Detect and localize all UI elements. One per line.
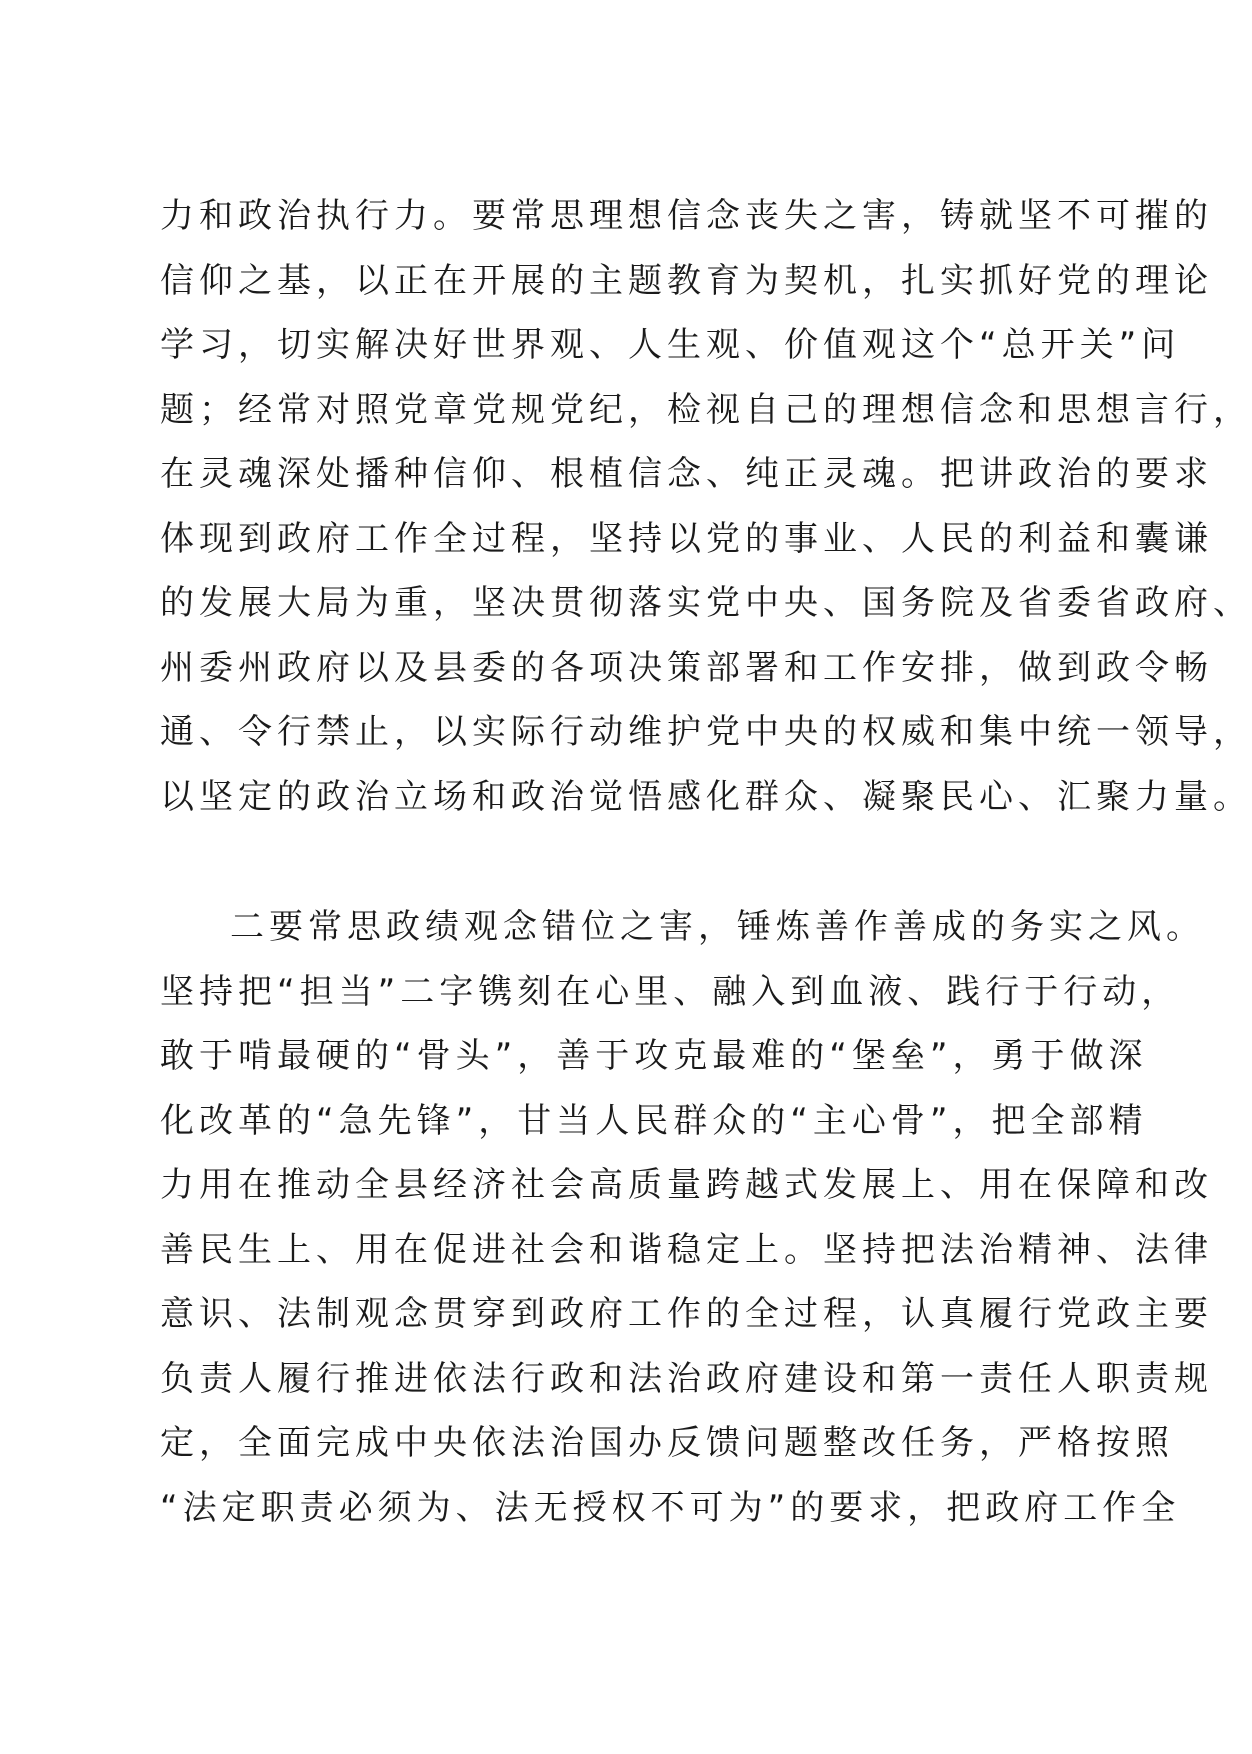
- text-line: 意识、法制观念贯穿到政府工作的全过程，认真履行党政主要: [160, 1294, 1213, 1334]
- text-line: 敢于啃最硬的“骨头”，善于攻克最难的“堡垒”，勇于做深: [160, 1036, 1148, 1076]
- text-line: 的发展大局为重，坚决贯彻落实党中央、国务院及省委省政府、: [160, 583, 1252, 623]
- text-line: 以坚定的政治立场和政治觉悟感化群众、凝聚民心、汇聚力量。: [160, 776, 1252, 817]
- text-line: 力和政治执行力。要常思理想信念丧失之害，铸就坚不可摧的: [160, 196, 1213, 236]
- text-line: 善民生上、用在促进社会和谐稳定上。坚持把法治精神、法律: [160, 1229, 1213, 1270]
- text-line: 通、令行禁止，以实际行动维护党中央的权威和集中统一领导，: [160, 712, 1252, 752]
- text-line: 体现到政府工作全过程，坚持以党的事业、人民的利益和囊谦: [160, 518, 1213, 559]
- text-line: 在灵魂深处播种信仰、根植信念、纯正灵魂。把讲政治的要求: [160, 454, 1213, 494]
- text-line: 学习，切实解决好世界观、人生观、价值观这个“总开关”问: [160, 325, 1181, 365]
- text-line: 负责人履行推进依法行政和法治政府建设和第一责任人职责规: [160, 1358, 1213, 1399]
- paragraph-2: [160, 895, 1213, 1540]
- text-line: 题；经常对照党章党规党纪，检视自己的理想信念和思想言行，: [160, 389, 1252, 430]
- text-line: 力用在推动全县经济社会高质量跨越式发展上、用在保障和改: [160, 1165, 1213, 1205]
- text-line-first: 二要常思政绩观念错位之害，锤炼善作善成的务实之风。: [230, 907, 1205, 947]
- text-line: 州委州政府以及县委的各项决策部署和工作安排，做到政令畅: [160, 647, 1213, 688]
- text-line: 坚持把“担当”二字镌刻在心里、融入到血液、践行于行动，: [160, 971, 1181, 1012]
- text-line: 化改革的“急先锋”，甘当人民群众的“主心骨”，把全部精: [160, 1100, 1148, 1141]
- text-line: 定，全面完成中央依法治国办反馈问题整改任务，严格按照: [160, 1423, 1174, 1463]
- paragraph-1: [160, 184, 1252, 829]
- text-line: 信仰之基，以正在开展的主题教育为契机，扎实抓好党的理论: [160, 260, 1213, 301]
- text-line: “法定职责必须为、法无授权不可为”的要求，把政府工作全: [160, 1487, 1181, 1528]
